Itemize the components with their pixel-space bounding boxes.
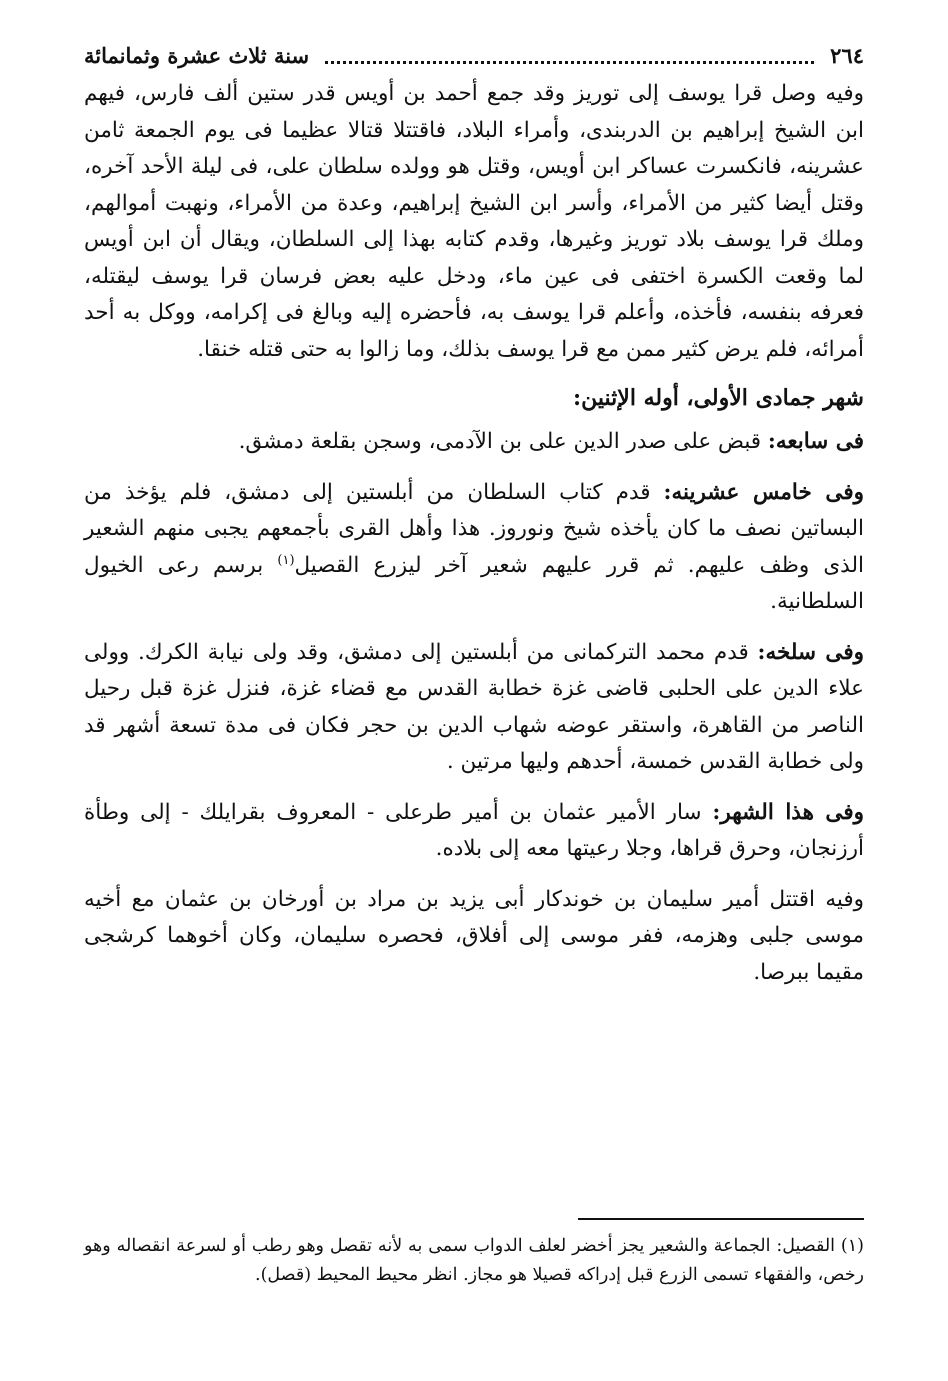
footnote-ref[interactable]: (١)	[277, 552, 295, 568]
paragraph-2	[84, 424, 864, 461]
paragraph-4-text: قدم محمد التركمانى من أبلستين إلى دمشق، وقد ولى نيابة الكرك. وولى علاء الدين على الحلبى قاضى غزة خطابة القدس مع قضاء غزة، فنزل غزة قبل رحيل الناصر من القاهرة، واستقر عوضه شهاب الدين بن حجر فكان فى مدة تسعة أشهر قد ولى خطابة القدس خمسة، أحدهم وليها مرتين .	[84, 639, 864, 774]
paragraph-5-lead: وفى هذا الشهر:	[712, 799, 864, 825]
paragraph-3	[84, 475, 864, 621]
paragraph-4-lead: وفى سلخه:	[757, 639, 864, 665]
paragraph-3-text-b: برسم رعى الخيول السلطانية.	[84, 552, 864, 614]
paragraph-4	[84, 635, 864, 781]
paragraph-3-lead: وفى خامس عشرينه:	[663, 479, 864, 505]
page-header	[84, 36, 864, 76]
running-title: سنة ثلاث عشرة وثمانمائة	[84, 43, 310, 68]
body-text	[84, 76, 864, 991]
dot-leader	[325, 61, 814, 64]
page-number: ٢٦٤	[830, 43, 864, 68]
paragraph-5-text: سار الأمير عثمان بن أمير طرعلى - المعروف بقرايلك - إلى وطأة أرزنجان، وحرق قراها، وجلا رعيتها معه إلى بلاده.	[84, 799, 864, 861]
paragraph-5	[84, 795, 864, 868]
footnote-divider	[578, 1218, 864, 1220]
paragraph-1: وفيه وصل قرا يوسف إلى توريز وقد جمع أحمد بن أويس قدر ستين ألف فارس، فيهم ابن الشيخ إبراهيم بن الدربندى، وأمراء البلاد، فاقتتلا قتالا عظيما فى يوم الجمعة ثامن عشرينه، فانكسرت عساكر ابن أويس، وقتل هو وولده سلطان على، فى ليلة الأحد آخره، وقتل أيضا كثير من الأمراء، وأسر ابن الشيخ إبراهيم، وعدة من الأمراء، ونهبت أموالهم، وملك قرا يوسف بلاد توريز وغيرها، وقدم كتابه بهذا إلى السلطان، ويقال أن ابن أويس لما وقعت الكسرة اختفى فى عين ماء، ودخل عليه بعض فرسان قرا يوسف ليقتله، فعرفه بنفسه، فأخذه، وأعلم قرا يوسف به، فأحضره إليه وبالغ فى إكرامه، ووكل به أحد أمرائه، فلم يرض كثير ممن مع قرا يوسف بذلك، وما زالوا به حتى قتله خنقا.	[84, 81, 864, 362]
paragraph-6: وفيه اقتتل أمير سليمان بن خوندكار أبى يزيد بن مراد بن أورخان بن عثمان مع أخيه موسى جلبى وهزمه، ففر موسى إلى أفلاق، فحصره سليمان، وكان أخوهما كرشجى مقيما ببرصا.	[84, 886, 864, 985]
paragraph-3-text-a: قدم كتاب السلطان من أبلستين إلى دمشق، فلم يؤخذ من البساتين نصف ما كان يأخذه شيخ ونوروز. هذا وأهل القرى بأجمعهم يجبى منهم الشعير الذى وظف عليهم. ثم قرر عليهم شعير آخر ليزرع القصيل	[84, 479, 864, 578]
month-heading: شهر جمادى الأولى، أوله الإثنين:	[573, 385, 864, 411]
paragraph-2-lead: فى سابعه:	[767, 429, 864, 454]
page	[84, 36, 864, 1361]
paragraph-2-text: قبض على صدر الدين على بن الآدمى، وسجن بقلعة دمشق.	[238, 429, 768, 454]
footnote: (١) القصيل: الجماعة والشعير يجز أخضر لعلف الدواب سمى به لأنه تقصل وهو رطب أو لسرعة انقصاله وهو رخص، والفقهاء تسمى الزرع قبل إدراكه قصيلا هو مجاز. انظر محيط المحيط (قصل).	[84, 1236, 864, 1285]
